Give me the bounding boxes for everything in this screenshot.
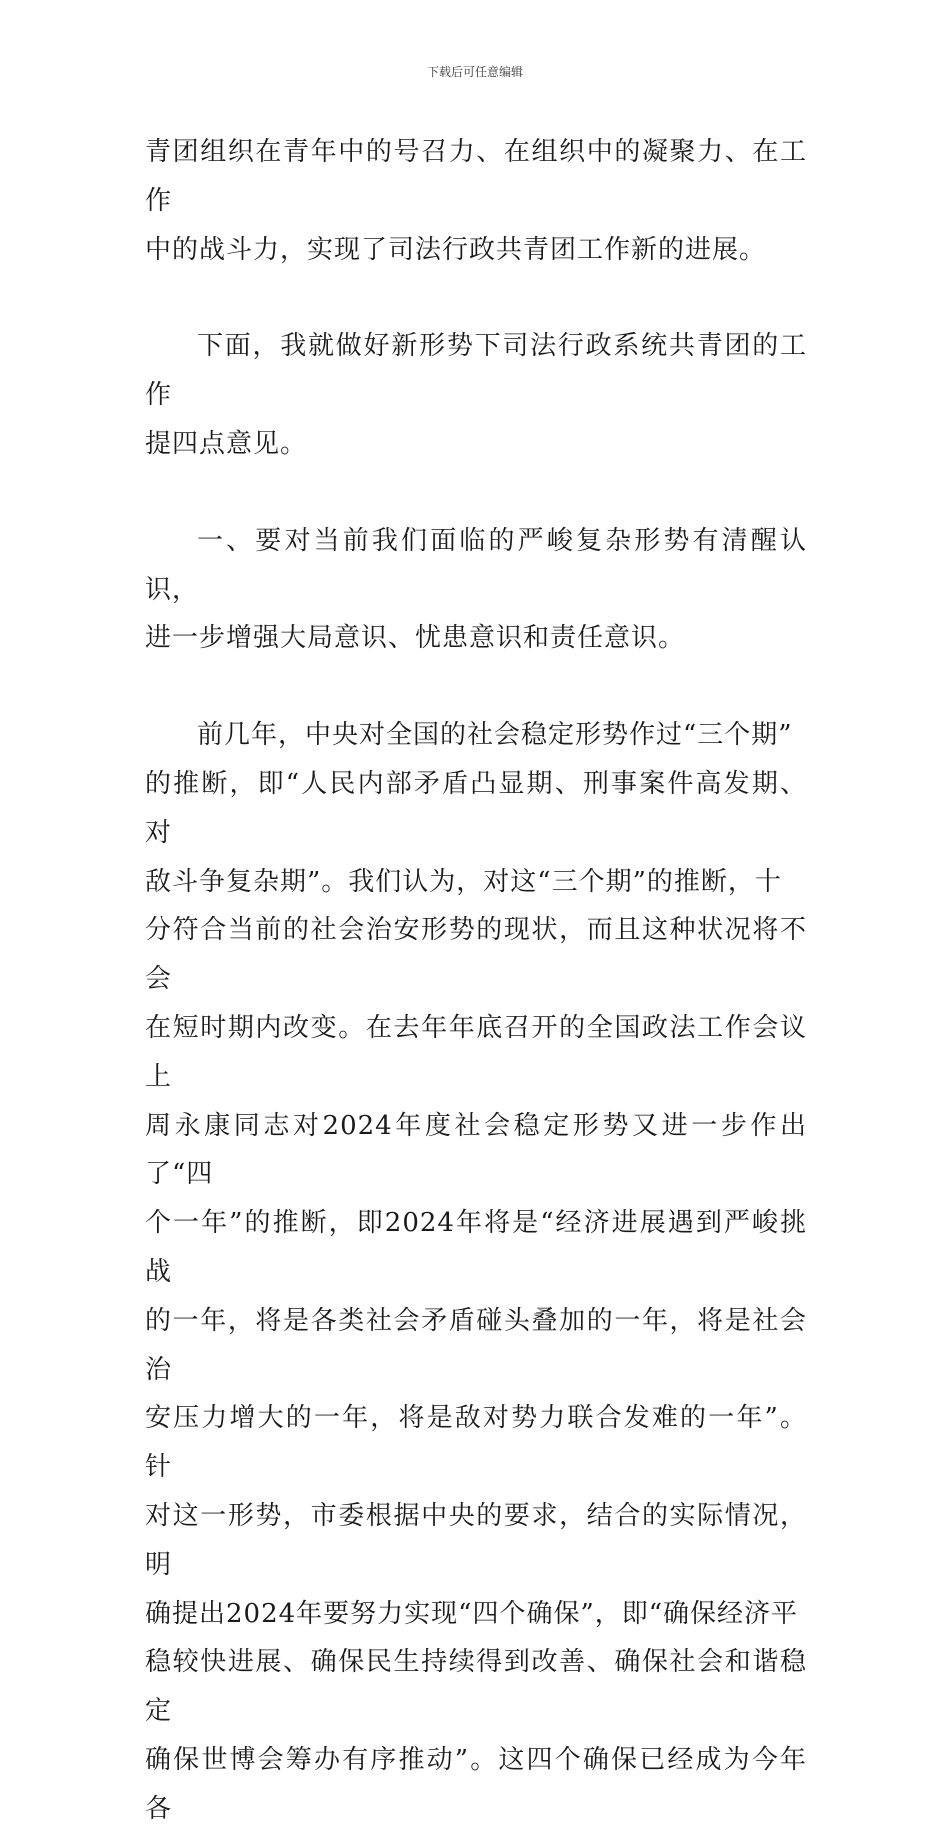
page-header-note: 下载后可任意编辑: [426, 65, 523, 79]
text-line: 个一年”的推断，即2024年将是“经济进展遇到严峻挑战: [145, 1208, 807, 1287]
text-line: 确保世博会筹办有序推动”。这四个确保已经成为今年各: [145, 1744, 807, 1824]
text-line: 的推断，即“人民内部矛盾凸显期、刑事案件高发期、对: [145, 768, 807, 848]
text-line: 周永康同志对2024年度社会稳定形势又进一步作出了“四: [145, 1110, 807, 1190]
text-line: 在短时期内改变。在去年年底召开的全国政法工作会议上: [145, 1012, 807, 1092]
paragraph-2: [145, 322, 807, 468]
text-line: 中的战斗力，实现了司法行政共青团工作新的进展。: [145, 234, 767, 265]
document-body: [145, 128, 807, 1834]
paragraph-3: [145, 711, 807, 1833]
text-line: 进一步增强大局意识、忧患意识和责任意识。: [145, 623, 686, 654]
paragraph-1: [145, 128, 807, 274]
text-line: 安压力增大的一年，将是敌对势力联合发难的一年”。针: [145, 1403, 807, 1483]
text-line: 下面，我就做好新形势下司法行政系统共青团的工作: [145, 331, 807, 411]
text-line: 前几年，中央对全国的社会稳定形势作过“三个期”: [197, 720, 793, 751]
text-line: 一、要对当前我们面临的严峻复杂形势有清醒认识，: [145, 525, 807, 605]
text-line: 敌斗争复杂期”。我们认为，对这“三个期”的推断，十: [145, 866, 782, 897]
section-heading-1: [145, 517, 807, 663]
text-line: 分符合当前的社会治安形势的现状，而且这种状况将不会: [145, 915, 807, 995]
text-line: 的一年，将是各类社会矛盾碰头叠加的一年，将是社会治: [145, 1305, 807, 1385]
text-line: 提四点意见。: [145, 428, 308, 459]
text-line: 对这一形势，市委根据中央的要求，结合的实际情况，明: [145, 1500, 807, 1580]
text-line: 青团组织在青年中的号召力、在组织中的凝聚力、在工作: [145, 137, 807, 216]
text-line: 确提出2024年要努力实现“四个确保”，即“确保经济平: [145, 1598, 799, 1629]
text-line: 稳较快进展、确保民生持续得到改善、确保社会和谐稳定: [145, 1647, 807, 1727]
